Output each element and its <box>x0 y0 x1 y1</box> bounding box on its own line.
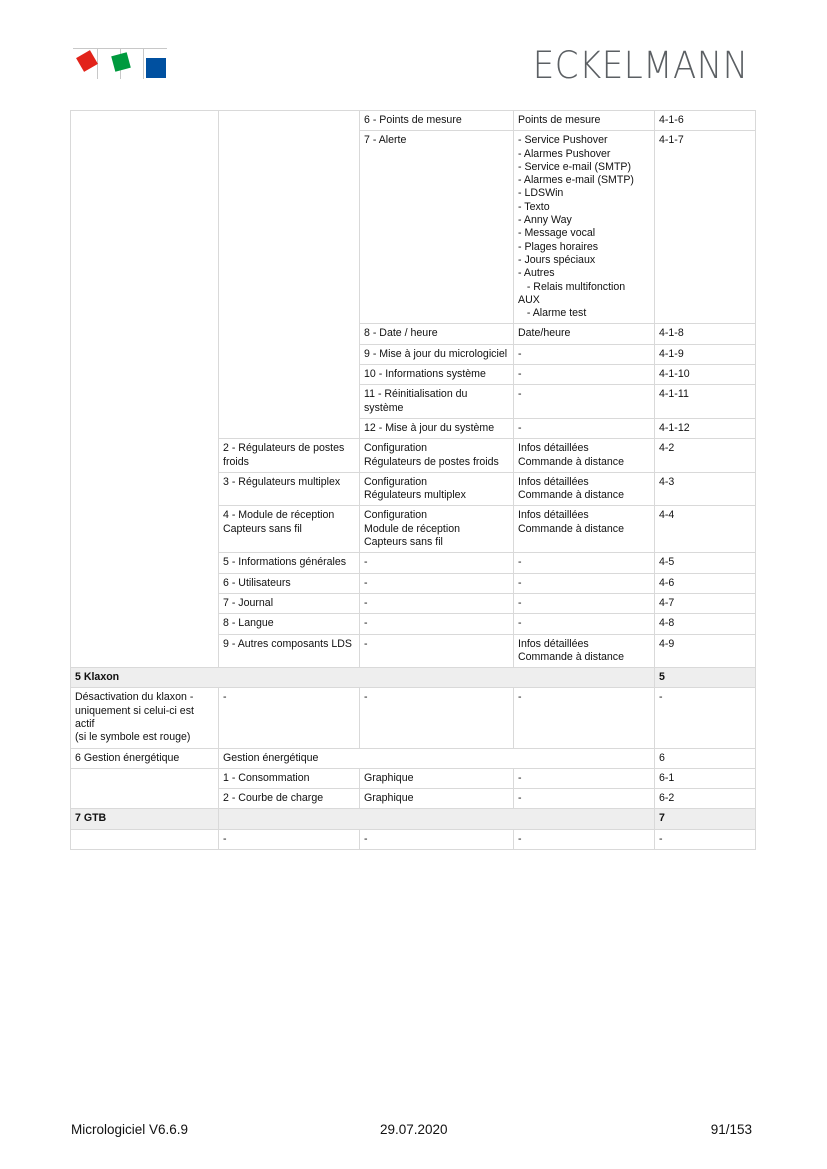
cell-menu: 7 - Journal <box>219 593 360 613</box>
cell-menu: 2 - Courbe de charge <box>219 789 360 809</box>
menu-structure-table <box>70 110 756 850</box>
cell-action: Désactivation du klaxon - uniquement si celui-ci est actif (si le symbole est rouge) <box>71 688 219 748</box>
eckelmann-logo <box>73 48 167 79</box>
cell-submenu: - <box>514 829 655 849</box>
cell-menu-item: 12 - Mise à jour du système <box>360 418 514 438</box>
table-row <box>71 614 756 634</box>
cell-menu-item: - <box>360 614 514 634</box>
section-row <box>71 668 756 688</box>
cell-submenu: Infos détaillées Commande à distance <box>514 634 655 668</box>
table-row <box>71 111 756 131</box>
cell-submenu: - <box>514 418 655 438</box>
cell-submenu: - <box>514 768 655 788</box>
cell-ref: 4-7 <box>655 593 756 613</box>
footer-page-number: 91/153 <box>710 1122 752 1137</box>
table-row <box>71 789 756 809</box>
table-row <box>71 829 756 849</box>
brand-wordmark: ECKELMANN <box>533 44 749 87</box>
table-row <box>71 439 756 473</box>
cell-menu: 6 - Utilisateurs <box>219 573 360 593</box>
cell-ref: - <box>655 688 756 748</box>
cell-ref: 6-1 <box>655 768 756 788</box>
cell-menu-item: Configuration Régulateurs multiplex <box>360 472 514 506</box>
cell-submenu: - <box>514 385 655 419</box>
table-row <box>71 324 756 344</box>
red-square <box>76 50 98 72</box>
cell-menu: 1 - Consommation <box>219 768 360 788</box>
cell-menu-item: 9 - Mise à jour du micrologiciel <box>360 344 514 364</box>
cell-submenu: Infos détaillées Commande à distance <box>514 472 655 506</box>
cell-ref: 4-1-8 <box>655 324 756 344</box>
cell-action: 6 Gestion énergétique <box>71 748 219 768</box>
cell-menu-item: - <box>360 593 514 613</box>
table-row <box>71 573 756 593</box>
cell-menu-item: 7 - Alerte <box>360 131 514 324</box>
cell-menu: 9 - Autres composants LDS <box>219 634 360 668</box>
cell-menu-item: 6 - Points de mesure <box>360 111 514 131</box>
section-ref: 5 <box>655 668 756 688</box>
cell-menu-item: - <box>360 688 514 748</box>
table-row <box>71 593 756 613</box>
cell-menu-item: - <box>360 829 514 849</box>
cell-menu-item: 10 - Informations système <box>360 365 514 385</box>
cell-menu: 4 - Module de réception Capteurs sans fil <box>219 506 360 553</box>
table-row <box>71 131 756 324</box>
table-row <box>71 418 756 438</box>
cell-ref: 4-1-6 <box>655 111 756 131</box>
section-ref: 7 <box>655 809 756 829</box>
section-title: 7 GTB <box>71 809 219 829</box>
cell-submenu: Infos détaillées Commande à distance <box>514 506 655 553</box>
cell-menu-item: - <box>360 553 514 573</box>
table-row <box>71 385 756 419</box>
cell-menu: Gestion énergétique <box>219 748 655 768</box>
table-row <box>71 365 756 385</box>
table-row <box>71 634 756 668</box>
cell-menu-item: Graphique <box>360 768 514 788</box>
cell-menu-item: Configuration Module de réception Capteurs sans fil <box>360 506 514 553</box>
section-title: 5 Klaxon <box>71 668 655 688</box>
cell-submenu: - <box>514 789 655 809</box>
cell-menu: 3 - Régulateurs multiplex <box>219 472 360 506</box>
footer-date: 29.07.2020 <box>380 1122 448 1137</box>
blue-square <box>146 58 166 78</box>
cell-ref: 4-1-12 <box>655 418 756 438</box>
cell-ref: 4-1-9 <box>655 344 756 364</box>
cell-menu: 8 - Langue <box>219 614 360 634</box>
table-row <box>71 768 756 788</box>
cell-ref: 4-5 <box>655 553 756 573</box>
cell-submenu: - <box>514 553 655 573</box>
cell-menu-item: 8 - Date / heure <box>360 324 514 344</box>
cell-ref: 4-1-10 <box>655 365 756 385</box>
green-square <box>111 52 131 72</box>
cell-ref: 4-3 <box>655 472 756 506</box>
cell-ref: 4-6 <box>655 573 756 593</box>
cell-ref: 4-1-11 <box>655 385 756 419</box>
cell-menu: - <box>219 829 360 849</box>
cell-submenu: - <box>514 688 655 748</box>
cell-submenu: - <box>514 614 655 634</box>
table-row <box>71 472 756 506</box>
cell-menu-item: Graphique <box>360 789 514 809</box>
cell-submenu: - <box>514 344 655 364</box>
cell-submenu: - Service Pushover - Alarmes Pushover - Service e-mail (SMTP) - Alarmes e-mail (SMTP) - LDSWin - Texto - Anny Way - Message vocal - Plages horaires - Jours spéciaux - Autres - Relais multifonction AUX - Alarme test <box>514 131 655 324</box>
cell-submenu: - <box>514 573 655 593</box>
cell-submenu: - <box>514 365 655 385</box>
cell-menu-item: 11 - Réinitialisation du système <box>360 385 514 419</box>
table-row <box>71 553 756 573</box>
cell-ref: 6-2 <box>655 789 756 809</box>
cell-menu-item: - <box>360 573 514 593</box>
table-row <box>71 506 756 553</box>
section-row <box>71 809 756 829</box>
cell-ref: 4-1-7 <box>655 131 756 324</box>
cell-submenu: Date/heure <box>514 324 655 344</box>
cell-menu-item: - <box>360 634 514 668</box>
cell-ref: 4-8 <box>655 614 756 634</box>
table-row <box>71 344 756 364</box>
cell-ref: 6 <box>655 748 756 768</box>
table-row <box>71 748 756 768</box>
cell-menu: 2 - Régulateurs de postes froids <box>219 439 360 473</box>
footer-firmware-version: Micrologiciel V6.6.9 <box>71 1122 189 1137</box>
cell-menu-item: Configuration Régulateurs de postes froids <box>360 439 514 473</box>
cell-ref: - <box>655 829 756 849</box>
table-row <box>71 688 756 748</box>
cell-submenu: Points de mesure <box>514 111 655 131</box>
cell-menu: - <box>219 688 360 748</box>
cell-submenu: Infos détaillées Commande à distance <box>514 439 655 473</box>
cell-submenu: - <box>514 593 655 613</box>
cell-ref: 4-2 <box>655 439 756 473</box>
cell-ref: 4-4 <box>655 506 756 553</box>
cell-ref: 4-9 <box>655 634 756 668</box>
cell-menu: 5 - Informations générales <box>219 553 360 573</box>
